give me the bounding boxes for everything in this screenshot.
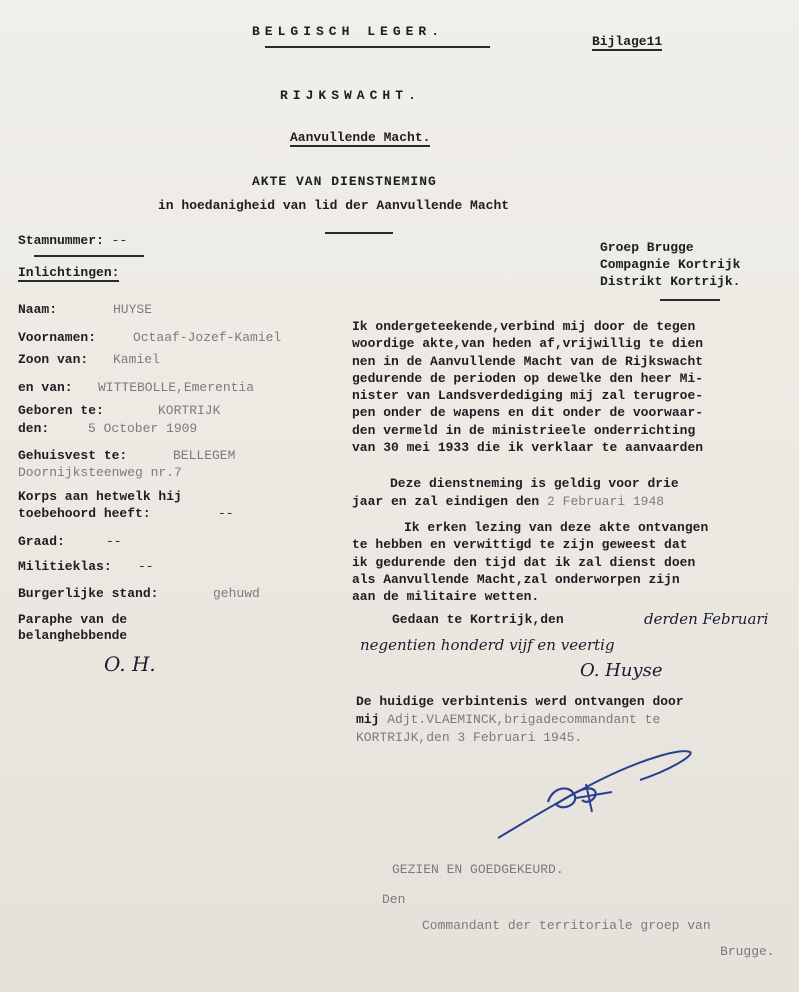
paragraph-1 bbox=[352, 318, 703, 456]
p2-prefix: jaar en zal eindigen den bbox=[352, 494, 540, 509]
army-heading: BELGISCH LEGER. bbox=[252, 24, 445, 39]
p3-line: ik gedurende den tijd dat ik zal dienst doen bbox=[352, 554, 696, 570]
geboren-row bbox=[18, 403, 220, 418]
burgerlijke-value: gehuwd bbox=[213, 586, 260, 601]
voornamen-value: Octaaf-Jozef-Kamiel bbox=[133, 330, 282, 345]
militieklas-row bbox=[18, 559, 154, 574]
p3-line: aan de militaire wetten. bbox=[352, 589, 540, 605]
paraphe-label-1: Paraphe van de bbox=[18, 612, 128, 627]
paraphe-initials: O. H. bbox=[104, 652, 156, 676]
den-row bbox=[18, 421, 197, 436]
stamnummer-row bbox=[18, 233, 127, 248]
subunit-heading: Aanvullende Macht. bbox=[290, 130, 431, 145]
annex-label: Bijlage11 bbox=[592, 34, 663, 49]
geboren-value: KORTRIJK bbox=[158, 403, 221, 418]
subtitle-rule bbox=[325, 232, 393, 234]
received-mij: mij bbox=[356, 712, 380, 727]
korps-label-1: Korps aan hetwelk hij bbox=[18, 489, 182, 504]
en-van-value: WITTEBOLLE,Emerentia bbox=[98, 380, 255, 395]
received-line-1: De huidige verbintenis werd ontvangen door bbox=[356, 694, 684, 709]
graad-row bbox=[18, 534, 122, 549]
received-line-3: KORTRIJK,den 3 Februari 1945. bbox=[356, 730, 583, 745]
p1-line: van 30 mei 1933 die ik verklaar te aanvaarden bbox=[352, 440, 704, 456]
paragraph-3 bbox=[352, 519, 708, 605]
p1-line: Ik ondergeteekende,verbind mij door de tegen bbox=[352, 319, 696, 334]
den-label: den: bbox=[18, 421, 50, 436]
handwritten-date-2: negentien honderd vijf en veertig bbox=[360, 636, 615, 654]
officer-signature-icon bbox=[490, 740, 700, 850]
p3-line: te hebben en verwittigd te zijn geweest dat bbox=[352, 537, 688, 553]
group-line: Groep Brugge bbox=[600, 240, 694, 255]
graad-value: -- bbox=[106, 534, 122, 549]
inlichtingen-overline bbox=[34, 255, 144, 257]
burgerlijke-label: Burgerlijke stand: bbox=[18, 586, 159, 601]
zoon-value: Kamiel bbox=[113, 352, 160, 367]
den-value: 5 October 1909 bbox=[88, 421, 198, 436]
militieklas-value: -- bbox=[138, 559, 154, 574]
voornamen-row bbox=[18, 330, 281, 345]
gehuisvest-value: BELLEGEM bbox=[173, 448, 236, 463]
district-line: Distrikt Kortrijk. bbox=[600, 274, 741, 289]
militieklas-label: Militieklas: bbox=[18, 559, 112, 574]
korps-label-2: toebehoord heeft: bbox=[18, 506, 151, 521]
p1-line: woordige akte,van heden af,vrijwillig te dien bbox=[352, 336, 704, 352]
zoon-row bbox=[18, 352, 160, 367]
p1-line: pen onder de wapens en dit onder de voorwaar- bbox=[352, 405, 704, 421]
commandant-line: Commandant der territoriale groep van bbox=[422, 918, 711, 933]
naam-row bbox=[18, 302, 152, 317]
p2-line-1: Deze dienstneming is geldig voor drie bbox=[390, 476, 679, 491]
heading-rule bbox=[265, 46, 490, 48]
handwritten-date-1: derden Februari bbox=[644, 610, 769, 628]
stamnummer-value: -- bbox=[111, 233, 128, 248]
korps-value: -- bbox=[218, 506, 234, 521]
applicant-signature: O. Huyse bbox=[580, 660, 663, 681]
p1-line: gedurende de perioden op dewelke den heer Mi- bbox=[352, 370, 704, 386]
gedaan-line: Gedaan te Kortrijk,den bbox=[392, 612, 564, 627]
den-line: Den bbox=[382, 892, 406, 907]
p1-line: den vermeld in de ministrieele onderrichting bbox=[352, 422, 696, 438]
received-line-2 bbox=[356, 712, 660, 727]
voornamen-label: Voornamen: bbox=[18, 330, 97, 345]
korps-row bbox=[18, 506, 234, 521]
paraphe-label-2: belanghebbende bbox=[18, 628, 128, 643]
p3-line: Ik erken lezing van deze akte ontvangen bbox=[404, 520, 709, 535]
p2-end-date: 2 Februari 1948 bbox=[547, 494, 665, 509]
naam-label: Naam: bbox=[18, 302, 58, 317]
document-title: AKTE VAN DIENSTNEMING bbox=[252, 174, 437, 189]
company-line: Compagnie Kortrijk bbox=[600, 257, 741, 272]
gehuisvest-label: Gehuisvest te: bbox=[18, 448, 128, 463]
stamnummer-label: Stamnummer: bbox=[18, 233, 104, 248]
gehuisvest-row bbox=[18, 448, 235, 463]
geboren-label: Geboren te: bbox=[18, 403, 104, 418]
p2-line-2 bbox=[352, 494, 664, 509]
brugge-line: Brugge. bbox=[720, 944, 775, 959]
naam-value: HUYSE bbox=[113, 302, 153, 317]
group-rule bbox=[660, 299, 720, 301]
inlichtingen-heading: Inlichtingen: bbox=[18, 265, 120, 280]
p3-line: als Aanvullende Macht,zal onderworpen zijn bbox=[352, 571, 680, 587]
zoon-label: Zoon van: bbox=[18, 352, 89, 367]
en-van-row bbox=[18, 380, 254, 395]
document-subtitle: in hoedanigheid van lid der Aanvullende Macht bbox=[158, 198, 510, 213]
p1-line: nen in de Aanvullende Macht van de Rijkswacht bbox=[352, 353, 704, 369]
en-van-label: en van: bbox=[18, 380, 73, 395]
unit-heading: RIJKSWACHT. bbox=[280, 88, 421, 103]
adres-value: Doornijksteenweg nr.7 bbox=[18, 465, 182, 480]
received-officer: Adjt.VLAEMINCK,brigadecommandant te bbox=[387, 712, 661, 727]
p1-line: nister van Landsverdediging mij zal terugroe- bbox=[352, 388, 704, 404]
approval-line: GEZIEN EN GOEDGEKEURD. bbox=[392, 862, 564, 877]
burgerlijke-row bbox=[18, 586, 260, 601]
graad-label: Graad: bbox=[18, 534, 65, 549]
